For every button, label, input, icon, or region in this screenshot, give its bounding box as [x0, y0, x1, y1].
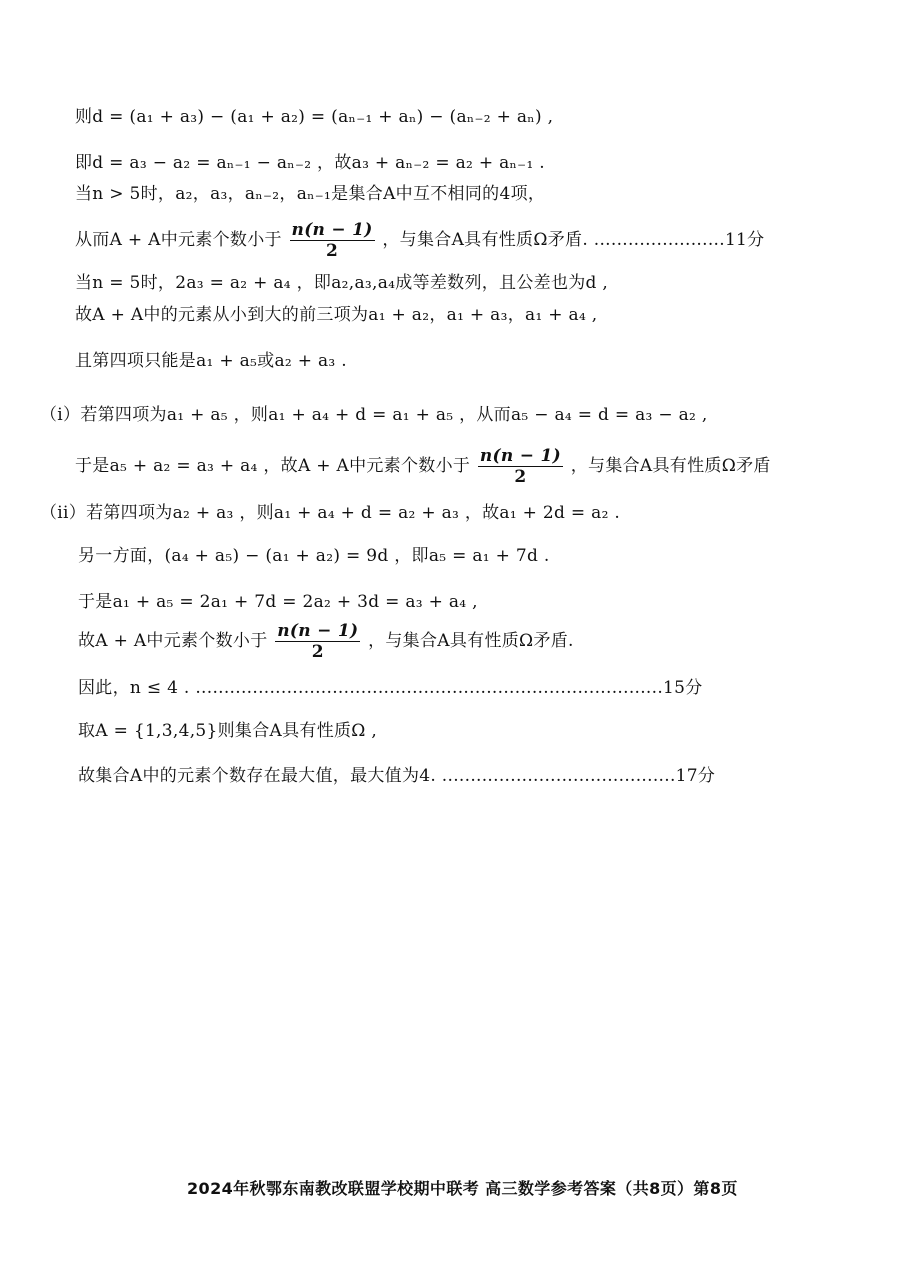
solution-line-6: 故A + A中的元素从小到大的前三项为a₁ + a₂，a₁ + a₃，a₁ + a₄ ,: [75, 305, 598, 325]
solution-line-13: [78, 621, 574, 662]
case-ii-line: （ii）若第四项为a₂ + a₃ ，则a₁ + a₄ + d = a₂ + a₃ ，故a₁ + 2d = a₂ .: [40, 503, 621, 523]
solution-line-12: 于是a₁ + a₅ = 2a₁ + 7d = 2a₂ + 3d = a₃ + a₄ ,: [78, 592, 478, 612]
solution-line-16: 故集合A中的元素个数存在最大值，最大值为4. .........................................17分: [78, 766, 716, 786]
solution-line-9-tail: ，与集合A具有性质Ω矛盾: [570, 456, 771, 476]
solution-line-11: 另一方面，(a₄ + a₅) − (a₁ + a₂) = 9d ，即a₅ = a₁ + 7d .: [78, 546, 550, 566]
solution-line-9: [75, 446, 771, 487]
solution-line-1: 则d = (a₁ + a₃) − (a₁ + a₂) = (aₙ₋₁ + aₙ) − (aₙ₋₂ + aₙ) ,: [75, 107, 554, 127]
solution-line-4-text: 从而A + A中元素个数小于: [75, 230, 282, 250]
fraction-numerator: n(n − 1): [479, 446, 562, 466]
solution-line-13-text: 故A + A中元素个数小于: [78, 631, 268, 651]
fraction-n-n-minus-1-over-2: [478, 446, 563, 487]
fraction-numerator: n(n − 1): [277, 621, 359, 641]
solution-line-7: 且第四项只能是a₁ + a₅或a₂ + a₃ .: [75, 351, 347, 371]
solution-line-14: 因此，n ≤ 4 . ..................................................................................15分: [78, 678, 703, 698]
solution-line-4: [75, 220, 764, 261]
fraction-denominator: 2: [326, 241, 339, 261]
fraction-denominator: 2: [514, 467, 527, 487]
solution-line-15: 取A = {1,3,4,5}则集合A具有性质Ω ,: [78, 721, 378, 741]
fraction-n-n-minus-1-over-2: [275, 621, 360, 662]
solution-line-2: 即d = a₃ − a₂ = aₙ₋₁ − aₙ₋₂ ，故a₃ + aₙ₋₂ = a₂ + aₙ₋₁ .: [75, 153, 545, 173]
fraction-n-n-minus-1-over-2: [290, 220, 375, 261]
solution-line-5: 当n = 5时，2a₃ = a₂ + a₄ ，即a₂,a₃,a₄成等差数列，且公差也为d ,: [75, 273, 609, 293]
fraction-denominator: 2: [311, 642, 324, 662]
case-i-line: （i）若第四项为a₁ + a₅ ，则a₁ + a₄ + d = a₁ + a₅ ，从而a₅ − a₄ = d = a₃ − a₂ ,: [40, 405, 708, 425]
solution-line-3: 当n > 5时，a₂，a₃，aₙ₋₂，aₙ₋₁是集合A中互不相同的4项，: [75, 184, 546, 204]
fraction-numerator: n(n − 1): [291, 220, 373, 240]
solution-line-4-tail: ，与集合A具有性质Ω矛盾. .......................11分: [382, 230, 765, 250]
page-footer: 2024年秋鄂东南教改联盟学校期中联考 高三数学参考答案（共8页）第8页: [187, 1179, 738, 1198]
solution-line-13-tail: ，与集合A具有性质Ω矛盾.: [368, 631, 574, 651]
solution-line-9-text: 于是a₅ + a₂ = a₃ + a₄ ，故A + A中元素个数小于: [75, 456, 471, 476]
